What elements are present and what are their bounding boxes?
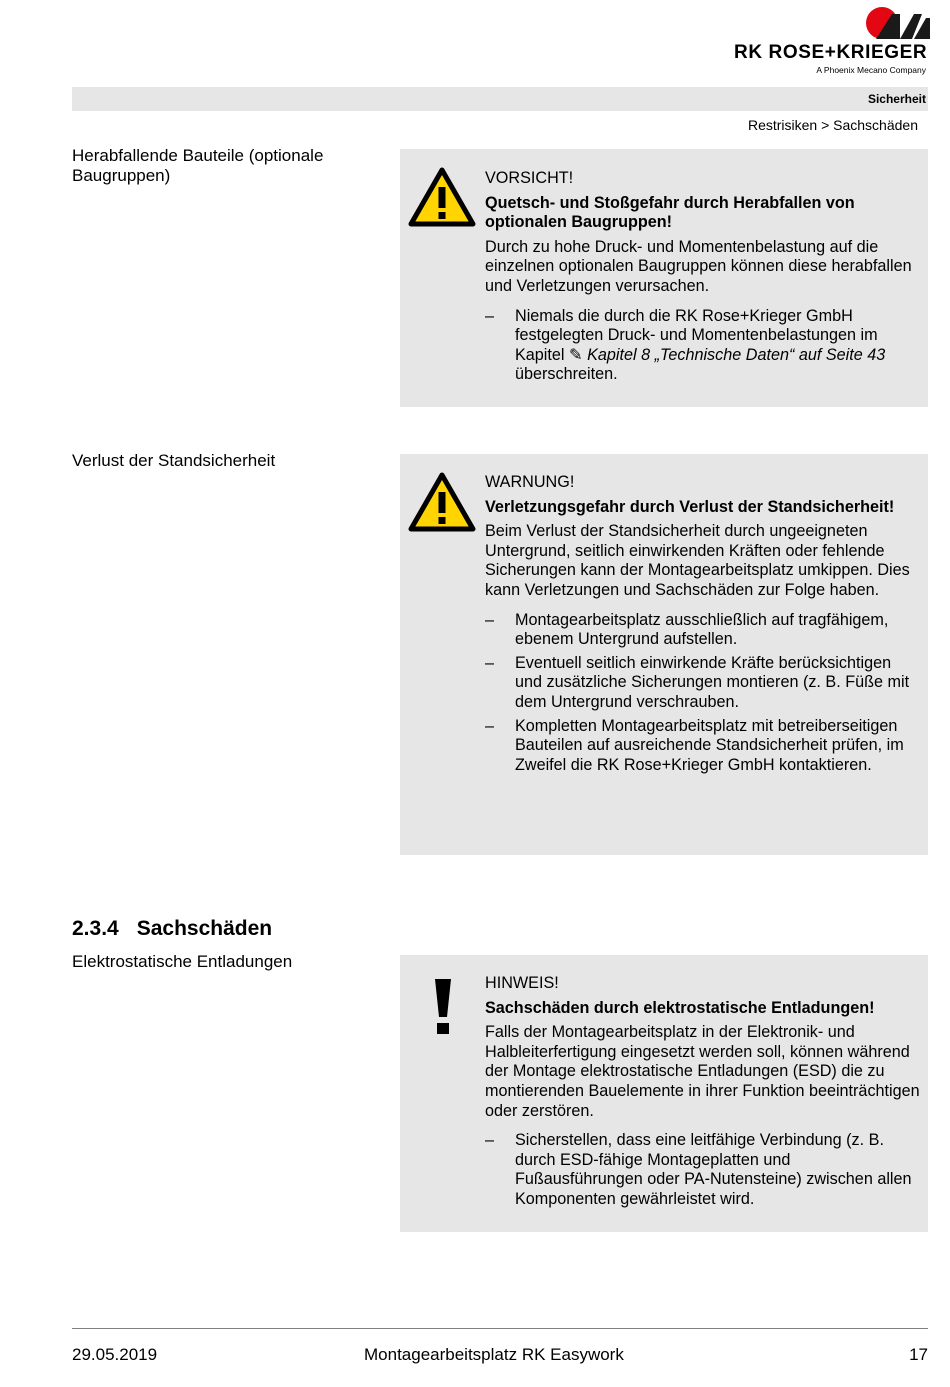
side-heading-stability: Verlust der Standsicherheit: [72, 451, 276, 470]
notice-text: Falls der Montagearbeitsplatz in der Elektronik- und Halbleiterfertigung eingesetzt werden soll, können während der Montage elektrostatische Entladungen (ESD) die zu montierenden Bauelemente in ihrer Funktion beeinträchtigen oder zerstören.: [485, 1023, 920, 1120]
cross-reference-link[interactable]: Kapitel 8 „Technische Daten“ auf Seite 43: [587, 345, 886, 364]
section-number: 2.3.4: [72, 917, 119, 940]
list-item-text: Montagearbeitsplatz ausschließlich auf tragfähigem, ebenem Untergrund aufstellen.: [515, 610, 889, 649]
note-notice: [400, 955, 928, 1232]
warning-triangle-icon: [408, 167, 476, 232]
list-item-text: Niemals die durch die RK Rose+Krieger GmbH festgelegten Druck- und Momentenbelastungen im Kapitel: [515, 306, 878, 364]
signal-word: WARNUNG!: [485, 473, 575, 491]
cross-reference-icon: ✎: [569, 345, 583, 364]
section-heading: [72, 917, 272, 941]
notice-title: Verletzungsgefahr durch Verlust der Standsicherheit!: [485, 497, 895, 516]
list-item: – Niemals die durch die RK Rose+Krieger GmbH festgelegten Druck- und Momentenbelastungen im Kapitel ✎ Kapitel 8 „Technische Daten“ auf Seite 43 überschreiten.: [485, 306, 886, 384]
action-list: [485, 611, 920, 776]
brand-subtitle: A Phoenix Mecano Company: [816, 65, 926, 75]
footer-date: 29.05.2019: [72, 1345, 158, 1364]
notice-title: Quetsch- und Stoßgefahr durch Herabfallen von optionalen Baugruppen!: [485, 193, 855, 232]
list-item-text-end: überschreiten.: [515, 365, 618, 384]
notice-text: Durch zu hohe Druck- und Momentenbelastung auf die einzelnen optionalen Baugruppen können diese herabfallen und Verletzungen verursachen.: [485, 237, 912, 295]
notice-title: Sachschäden durch elektrostatische Entladungen!: [485, 998, 875, 1017]
action-list: [485, 1131, 920, 1209]
side-heading-esd: Elektrostatische Entladungen: [72, 952, 293, 971]
warning-triangle-icon: [408, 472, 476, 537]
header-bar: [72, 87, 928, 111]
action-list: [485, 307, 920, 385]
notice-text: Beim Verlust der Standsicherheit durch ungeeigneten Untergrund, seitlich einwirkenden Kräften oder fehlende Sicherungen kann der Montagearbeitsplatz umkippen. Dies kann Verletzungen und Sachschäden zur Folge haben.: [485, 522, 910, 599]
list-item-text: Kompletten Montagearbeitsplatz mit betreiberseitigen Bauteilen auf ausreichende Standsicherheit prüfen, im Zweifel die RK Rose+Krieger GmbH kontaktieren.: [515, 716, 904, 774]
brand-name: RK ROSE+KRIEGER: [734, 42, 928, 63]
list-item: – Kompletten Montagearbeitsplatz mit betreiberseitigen Bauteilen auf ausreichende Standsicherheit prüfen, im Zweifel die RK Rose+Krieger GmbH kontaktieren.: [485, 716, 904, 774]
section-title: Sachschäden: [136, 917, 273, 940]
side-heading-falling-parts: Herabfallende Bauteile (optionale Baugruppen): [72, 146, 324, 185]
list-item-text: Sicherstellen, dass eine leitfähige Verbindung (z. B. durch ESD-fähige Montageplatten und Fußausführungen oder PA-Nutensteine) zwischen allen Komponenten gewährleistet wird.: [515, 1131, 912, 1208]
signal-word: VORSICHT!: [485, 169, 574, 187]
list-item: – Eventuell seitlich einwirkende Kräfte berücksichtigen und zusätzliche Sicherungen montieren (z. B. Füße mit dem Untergrund verschrauben.: [485, 653, 910, 711]
logo-mark-icon: [866, 6, 930, 40]
warning-notice: [400, 454, 928, 855]
chapter-label: Sicherheit: [867, 92, 926, 106]
company-logo: [734, 6, 930, 75]
list-item: – Sicherstellen, dass eine leitfähige Verbindung (z. B. durch ESD-fähige Montageplatten und Fußausführungen oder PA-Nutensteine) zwischen allen Komponenten gewährleistet wird.: [485, 1131, 912, 1208]
footer-title: Montagearbeitsplatz RK Easywork: [364, 1345, 624, 1364]
list-item-text: Eventuell seitlich einwirkende Kräfte berücksichtigen und zusätzliche Sicherungen montieren (z. B. Füße mit dem Untergrund verschrauben.: [515, 653, 910, 711]
signal-word: HINWEIS!: [485, 974, 559, 992]
breadcrumb: Restrisiken > Sachschäden: [747, 117, 918, 133]
exclamation-icon: [426, 977, 460, 1042]
list-item: – Montagearbeitsplatz ausschließlich auf tragfähigem, ebenem Untergrund aufstellen.: [485, 610, 889, 649]
footer-divider: [72, 1328, 928, 1329]
page-number: 17: [909, 1345, 928, 1364]
caution-notice: [400, 149, 928, 407]
